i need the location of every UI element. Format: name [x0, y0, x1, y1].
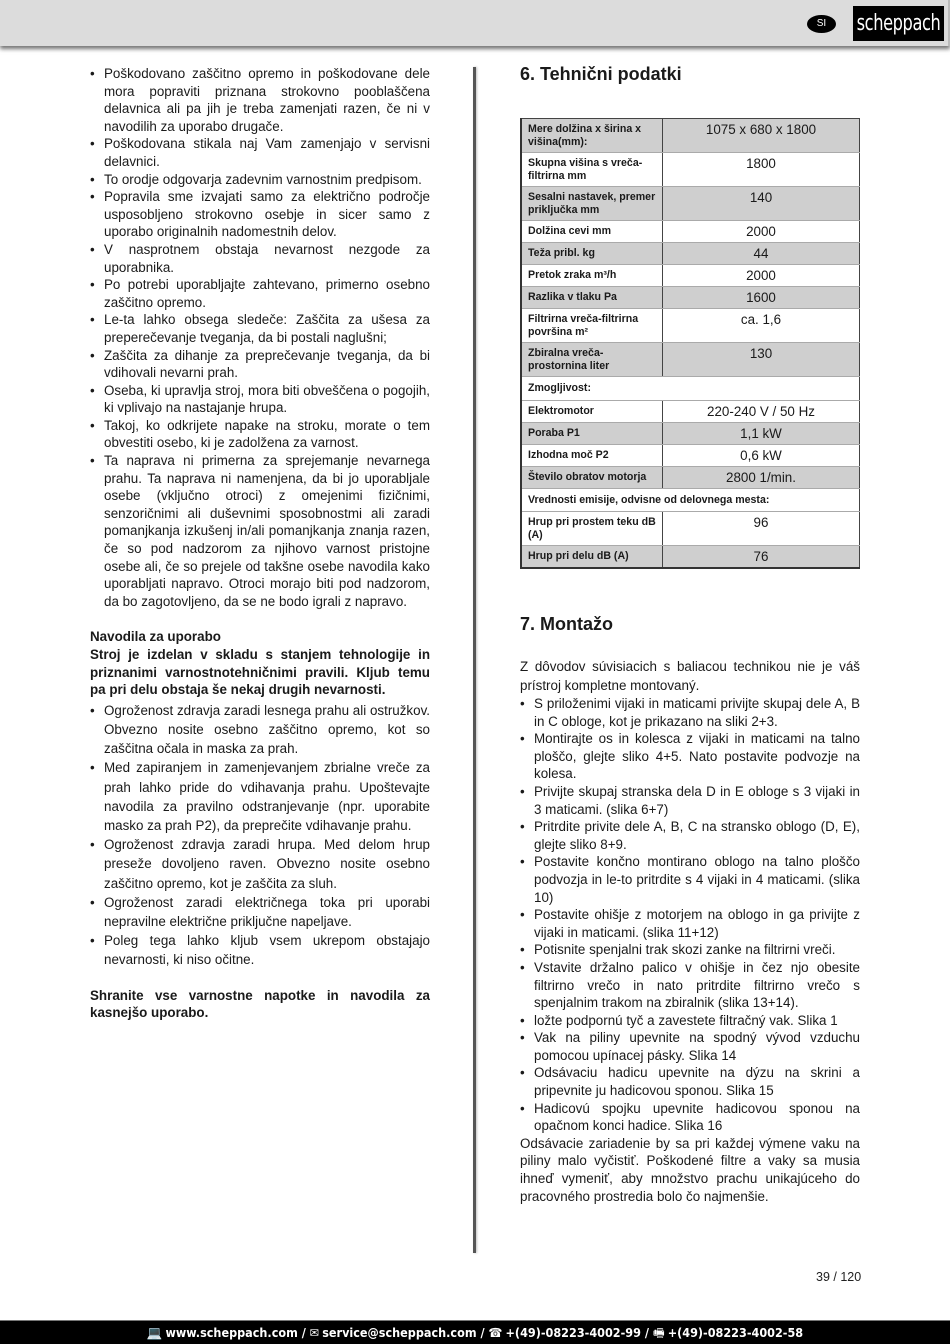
list-item: • Le-ta lahko obsega sledeče: Zaščita za ušesa za preperečevanje tveganja, da bi postali naglušni;: [90, 311, 430, 346]
list-item: • Oseba, ki upravlja stroj, mora biti obveščena o pogojih, ki vplivajo na nastajanje hrupa.: [90, 382, 430, 417]
list-item: • Pritrdite privite dele A, B, C na stransko oblogo (D, E), glejte sliko 8+9.: [520, 818, 860, 853]
column-divider: [473, 67, 476, 1253]
safety-bullet-list: [90, 65, 430, 610]
spec-value: 1800: [663, 153, 860, 187]
closing-note: Shranite vse varnostne napotke in navodila za kasnejšo uporabo.: [90, 987, 430, 1021]
table-row: [521, 422, 860, 444]
computer-icon: 💻: [146, 1325, 163, 1340]
assembly-closing: Odsávacie zariadenie by sa pri každej výmene vaku na piliny malo vyčistiť. Poškodené filtre a vaky sa musia ihneď vymeniť, aby množstvo prachu unikajúceho do pracovného prostredia bolo čo najmenšie.: [520, 1135, 860, 1204]
list-item: • Ta naprava ni primerna za sprejemanje nevarnega prahu. Ta naprava ni namenjena, da bi jo uporabljale osebe (vključno otroci) z omejenimi fizičnimi, senzoričnimi ali duševnimi sposobnostmi ali zaradi pomanjkanja izkušenj in/ali pomanjkanja znanja razen, če so pod nadzorom za njihovo varnost pristojne osebe ali, če so prejele od takšne osebe navodila kako uporabljati napravo. Otroci morajo biti pod nadzorom, da bo zagotovljeno, da se ne bodo igrali z napravo.: [90, 452, 430, 610]
list-item: • Hadicovú spojku upevnite hadicovou sponou na opačnom konci hadice. Slika 16: [520, 1100, 860, 1135]
spec-label: Pretok zraka m³/h: [521, 265, 663, 287]
spec-value: 1075 x 680 x 1800: [663, 119, 860, 153]
table-row: [521, 153, 860, 187]
spec-value: 2000: [663, 265, 860, 287]
fax-number: +(49)-08223-4002-58: [667, 1325, 804, 1340]
spec-label: Razlika v tlaku Pa: [521, 287, 663, 309]
table-row: [521, 221, 860, 243]
language-badge: SI: [807, 15, 836, 33]
list-item: • Postavite ohišje z motorjem na oblogo in ga privijte z vijaki in maticami. (slika 11+12): [520, 906, 860, 941]
spec-label: Dolžina cevi mm: [521, 221, 663, 243]
spec-label: Zbiralna vreča-prostornina liter: [521, 343, 663, 377]
list-item: • To orodje odgovarja zadevnim varnostnim predpisom.: [90, 171, 430, 189]
phone-number: +(49)-08223-4002-99: [505, 1325, 641, 1340]
table-row: [521, 243, 860, 265]
spec-label: Mere dolžina x širina x višina(mm):: [521, 119, 663, 153]
spec-label: Sesalni nastavek, premer priključka mm: [521, 187, 663, 221]
list-item: • Po potrebi uporabljajte zahtevano, primerno osebno zaščitno opremo.: [90, 276, 430, 311]
table-row: [521, 512, 860, 546]
list-item: • Odsávaciu hadicu upevnite na dýzu na skrini a pripevnite ju hadicovou sponou. Slika 15: [520, 1064, 860, 1099]
spec-label: Filtrirna vreča-filtrirna površina m²: [521, 309, 663, 343]
spec-label: Poraba P1: [521, 422, 663, 444]
spec-label: Izhodna moč P2: [521, 444, 663, 466]
spec-label: Elektromotor: [521, 400, 663, 422]
separator: /: [640, 1325, 653, 1340]
assembly-intro: Z dôvodov súvisiacich s baliacou technikou nie je váš prístroj kompletne montovaný.: [520, 659, 860, 693]
list-item: • ložte podpornú tyč a zavestete filtračný vak. Slika 1: [520, 1012, 860, 1030]
list-item: • Ogroženost zaradi električnega toka pri uporabi nepravilne električne priključne napeljave.: [90, 893, 430, 931]
assembly-step-list: [520, 695, 860, 1135]
separator: /: [476, 1325, 489, 1340]
list-item: • V nasprotnem obstaja nevarnost nezgode za uporabnika.: [90, 241, 430, 276]
spec-value: 130: [663, 343, 860, 377]
page-header: [0, 0, 950, 46]
spec-label: Teža pribl. kg: [521, 243, 663, 265]
spec-value: 2000: [663, 221, 860, 243]
list-item: • Poškodovana stikala naj Vam zamenjajo v servisni delavnici.: [90, 135, 430, 170]
spec-label: Hrup pri delu dB (A): [521, 546, 663, 569]
spec-label: Skupna višina s vreča-filtrirna mm: [521, 153, 663, 187]
phone-icon: ☎: [488, 1325, 503, 1340]
table-row: [521, 343, 860, 377]
list-item: • Postavite končno montirano oblogo na talno ploščo podvozja in le-to pritrdite s 4 vijaki in 4 maticami. (slika 10): [520, 853, 860, 906]
website-link[interactable]: www.scheppach.com: [165, 1325, 298, 1340]
left-column: [90, 65, 430, 1022]
list-item: • Vak na piliny upevnite na spodný vývod vzduchu pomocou upínacej pásky. Slika 14: [520, 1029, 860, 1064]
list-item: • Privijte skupaj stranska dela D in E obloge s 3 vijaki in 3 maticami. (slika 6+7): [520, 783, 860, 818]
section-title-assembly: 7. Montažo: [520, 614, 613, 634]
table-row: [521, 287, 860, 309]
spec-label: Hrup pri prostem teku dB (A): [521, 512, 663, 546]
footer-contact-bar: [0, 1320, 950, 1344]
instructions-intro: Stroj je izdelan v skladu s stanjem tehnologije in priznanimi varnostnotehničnimi pravili. Kljub temu pa pri delu obstaja še nekaj drugih nevarnosti.: [90, 647, 430, 698]
list-item: • Poškodovano zaščitno opremo in poškodovane dele mora popraviti priznana strokovno pooblaščena delavnica ali pa jih je treba zamenjati razen, če ni v navodilih za uporabo drugače.: [90, 65, 430, 135]
scheppach-logo: scheppach: [853, 6, 944, 41]
list-item: • Potisnite spenjalni trak skozi zanke na filtrirni vreči.: [520, 941, 860, 959]
list-item: • Ogroženost zdravja zaradi lesnega prahu ali ostružkov. Obvezno nosite osebno zaščitno opremo, kot so zaščitna očala in maska za prah.: [90, 701, 430, 759]
instructions-heading: Navodila za uporabo: [90, 629, 221, 645]
spec-label: Število obratov motorja: [521, 466, 663, 488]
list-item: • Takoj, ko odkrijete napake na stroku, morate o tem obvestiti osebo, ki je zadolžena za varnost.: [90, 417, 430, 452]
list-item: • Med zapiranjem in zamenjevanjem zbrialne vreče za prah lahko pride do vdihavanja prahu. Upoštevajte navodila za pravilno odstranjevanje (npr. uporabite masko za prah P2), da preprečite vdihavanje prahu.: [90, 758, 430, 835]
spec-value: 1600: [663, 287, 860, 309]
email-link[interactable]: service@scheppach.com: [322, 1325, 477, 1340]
spec-value: 44: [663, 243, 860, 265]
table-row: [521, 444, 860, 466]
list-item: • Ogroženost zdravja zaradi hrupa. Med delom hrup preseže dovoljeno raven. Obvezno nosite osebno zaščitno opremo, kot je zaščita za sluh.: [90, 835, 430, 893]
table-row: [521, 546, 860, 569]
list-item: • Vstavite držalno palico v ohišje in čez njo obesite filtrirno vrečo in nato pritrdite filtrirno vrečo s spenjalnim trakom na zbiralnik (slika 13+14).: [520, 959, 860, 1012]
mail-icon: ✉: [309, 1325, 320, 1340]
capacity-heading: Zmogljivost:: [521, 377, 860, 401]
list-item: • S priloženimi vijaki in maticami privijte skupaj dele A, B in C obloge, kot je prikazano na sliki 2+3.: [520, 695, 860, 730]
section-title-technical-data: 6. Tehnični podatki: [520, 64, 682, 84]
list-item: • Zaščita za dihanje za preprečevanje tveganja, da bi vdihovali nevarni prah.: [90, 347, 430, 382]
table-row: [521, 309, 860, 343]
fax-icon: 🖷: [652, 1325, 665, 1340]
separator: /: [297, 1325, 310, 1340]
list-item: • Poleg tega lahko kljub vsem ukrepom obstajajo nevarnosti, ki niso očitne.: [90, 931, 430, 969]
table-row: [521, 466, 860, 488]
table-row-heading: [521, 377, 860, 401]
right-column: [520, 63, 860, 1205]
page-number: 39 / 120: [816, 1270, 862, 1284]
table-row: [521, 119, 860, 153]
spec-value: 76: [663, 546, 860, 569]
spec-value: 140: [663, 187, 860, 221]
table-row: [521, 400, 860, 422]
spec-value: 220-240 V / 50 Hz: [663, 400, 860, 422]
hazard-bullet-list: [90, 701, 430, 970]
table-row: [521, 187, 860, 221]
spec-value: 96: [663, 512, 860, 546]
emission-heading: Vrednosti emisije, odvisne od delovnega mesta:: [521, 488, 860, 512]
table-row: [521, 265, 860, 287]
list-item: • Montirajte os in kolesca z vijaki in maticami na talno ploščo, glejte sliko 4+5. Nato postavite podvozje na kolesa.: [520, 730, 860, 783]
table-row-heading: [521, 488, 860, 512]
spec-value: 1,1 kW: [663, 422, 860, 444]
spec-value: ca. 1,6: [663, 309, 860, 343]
technical-data-table: [520, 118, 860, 569]
list-item: • Popravila sme izvajati samo za električno področje usposobljeno strokovno osebje in sicer samo z uporabo originalnih nadomestnih delov.: [90, 188, 430, 241]
spec-value: 0,6 kW: [663, 444, 860, 466]
spec-value: 2800 1/min.: [663, 466, 860, 488]
